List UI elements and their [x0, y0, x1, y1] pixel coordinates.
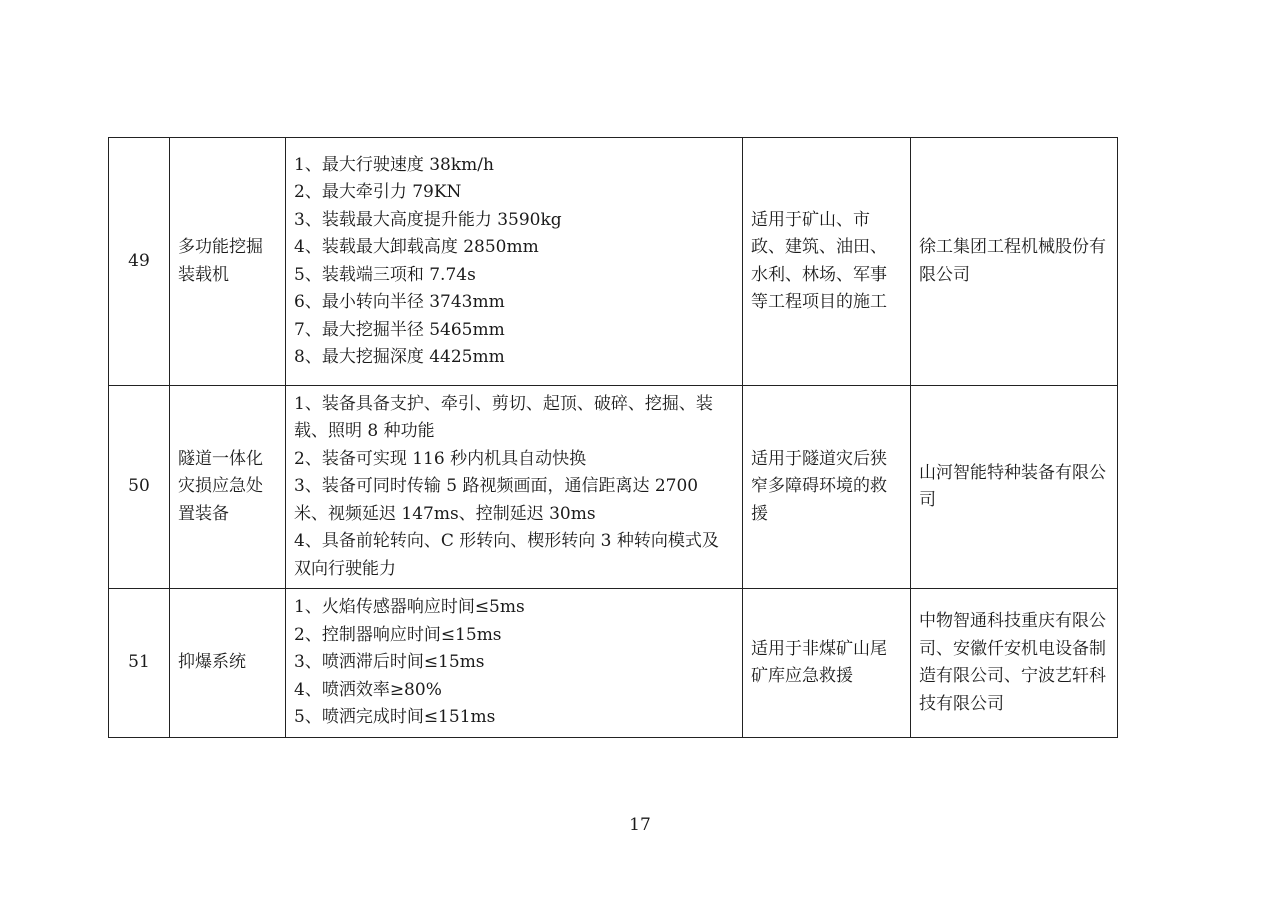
- spec-line: 2、控制器响应时间≤15ms: [294, 624, 502, 645]
- spec-cell: [286, 386, 743, 589]
- application-scope: 适用于矿山、市政、建筑、油田、水利、林场、军事等工程项目的施工: [743, 138, 911, 386]
- spec-line: 4、具备前轮转向、C 形转向、楔形转向 3 种转向模式及双向行驶能力: [294, 531, 719, 579]
- application-scope: 适用于非煤矿山尾矿库应急救援: [743, 589, 911, 738]
- row-number: 49: [109, 138, 170, 386]
- spec-line: 7、最大挖掘半径 5465mm: [294, 319, 505, 340]
- equipment-table: [108, 137, 1118, 738]
- company-name: 山河智能特种装备有限公司: [911, 386, 1118, 589]
- spec-line: 4、装载最大卸载高度 2850mm: [294, 237, 539, 257]
- spec-line: 6、最小转向半径 3743mm: [294, 292, 505, 312]
- spec-line: 3、装载最大高度提升能力 3590kg: [294, 209, 562, 230]
- equipment-name: 多功能挖掘装载机: [170, 138, 286, 386]
- row-number: 50: [109, 386, 170, 589]
- table-row: [109, 138, 1118, 386]
- spec-line: 5、喷洒完成时间≤151ms: [294, 707, 496, 728]
- spec-cell: [286, 589, 743, 738]
- spec-line: 1、最大行驶速度 38km/h: [294, 154, 494, 175]
- page-number: 17: [629, 815, 651, 835]
- spec-line: 3、装备可同时传输 5 路视频画面，通信距离达 2700 米、视频延迟 147ms、控制延迟 30ms: [294, 476, 699, 524]
- spec-line: 3、喷洒滞后时间≤15ms: [294, 652, 485, 673]
- table-row: [109, 589, 1118, 738]
- spec-line: 2、最大牵引力 79KN: [294, 182, 462, 202]
- equipment-name: 隧道一体化灾损应急处置装备: [170, 386, 286, 589]
- spec-line: 5、装载端三项和 7.74s: [294, 264, 476, 285]
- equipment-name: 抑爆系统: [170, 589, 286, 738]
- table-row: [109, 386, 1118, 589]
- spec-line: 2、装备可实现 116 秒内机具自动快换: [294, 448, 587, 469]
- spec-line: 1、装备具备支护、牵引、剪切、起顶、破碎、挖掘、装载、照明 8 种功能: [294, 393, 713, 442]
- application-scope: 适用于隧道灾后狭窄多障碍环境的救援: [743, 386, 911, 589]
- row-number: 51: [109, 589, 170, 738]
- company-name: 徐工集团工程机械股份有限公司: [911, 138, 1118, 386]
- spec-line: 4、喷洒效率≥80%: [294, 679, 442, 700]
- spec-line: 8、最大挖掘深度 4425mm: [294, 347, 505, 367]
- company-name: 中物智通科技重庆有限公司、安徽仟安机电设备制造有限公司、宁波艺轩科技有限公司: [911, 589, 1118, 738]
- spec-line: 1、火焰传感器响应时间≤5ms: [294, 597, 525, 618]
- spec-cell: [286, 138, 743, 386]
